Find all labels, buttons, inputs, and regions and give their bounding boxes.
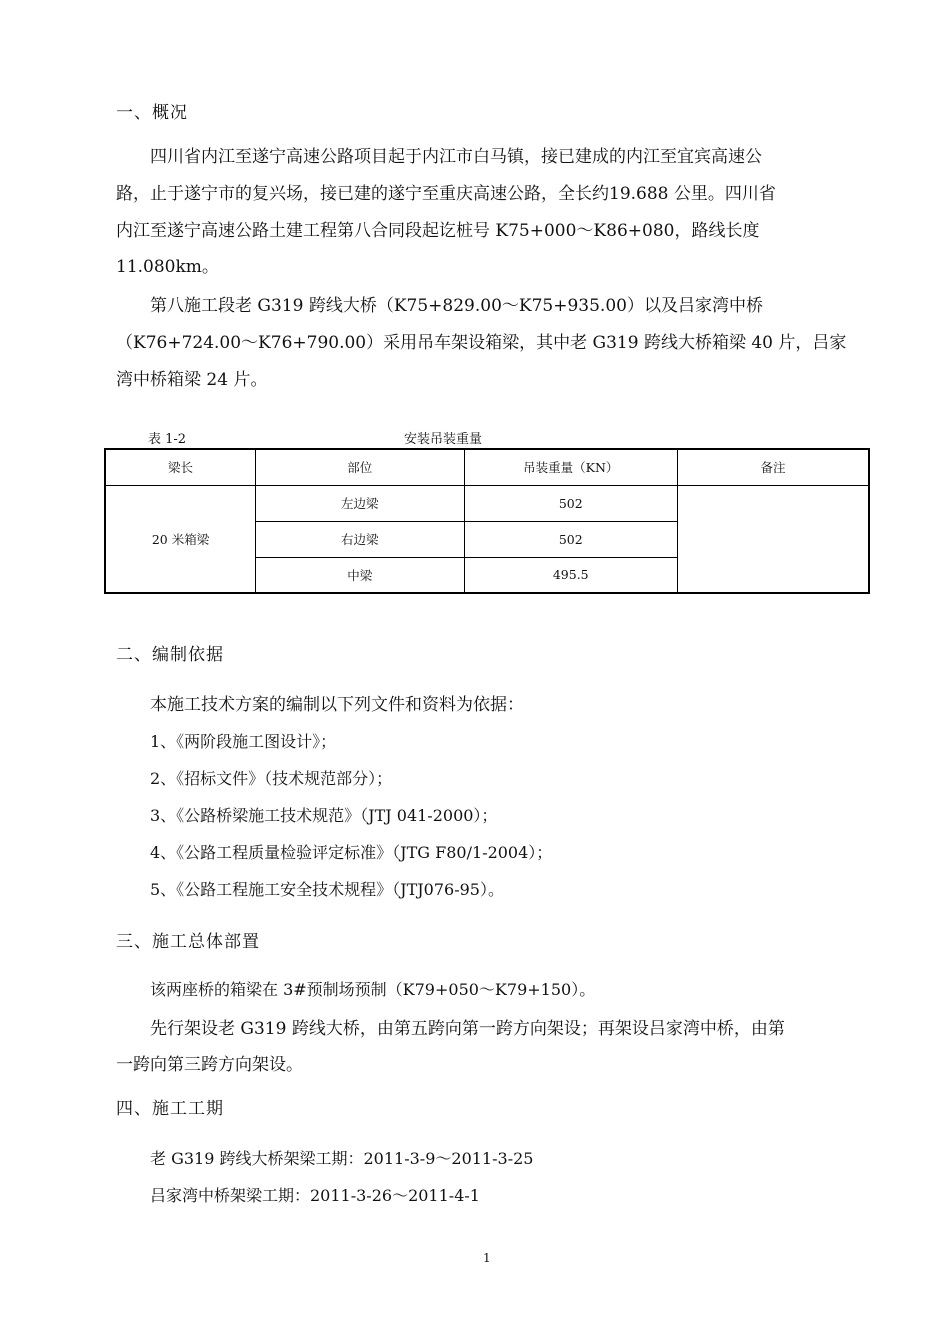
remark-cell [678, 485, 870, 593]
part-cell: 左边梁 [256, 485, 464, 521]
text-line: 四川省内江至遂宁高速公路项目起于内江市白马镇，接已建成的内江至宜宾高速公 [150, 147, 762, 167]
section3-para2-line1: 先行架设老 G319 跨线大桥，由第五跨向第一跨方向架设；再架设吕家湾中桥，由第 [150, 1019, 785, 1039]
list-item: 1、《两阶段施工图设计》； [150, 732, 337, 751]
table-header-row [105, 449, 869, 485]
section4-heading: 四、施工工期 [116, 1099, 224, 1119]
part-cell: 中梁 [256, 557, 464, 593]
section1-para2-line2: （K76+724.00～K76+790.00）采用吊车架设箱梁，其中老 G319 跨线大桥箱梁 40 片，吕家 [116, 333, 847, 353]
list-item: 2、《招标文件》（技术规范部分）； [150, 769, 393, 788]
section3-para1: 该两座桥的箱梁在 3#预制场预制（K79+050～K79+150）。 [150, 980, 596, 999]
schedule-line-1: 老 G319 跨线大桥架梁工期：2011-3-9～2011-3-25 [150, 1149, 534, 1168]
section1-heading: 一、概况 [116, 103, 188, 123]
section1-para1-line1 [150, 142, 858, 167]
list-item: 3、《公路桥梁施工技术规范》（JTJ 041-2000）； [150, 806, 498, 825]
header-remark: 备注 [678, 449, 870, 485]
table-title: 安装吊装重量 [404, 432, 483, 447]
header-beam-length: 梁长 [105, 449, 256, 485]
group-cell: 20 米箱梁 [105, 485, 256, 593]
header-weight: 吊装重量（KN） [464, 449, 678, 485]
weight-cell: 495.5 [464, 557, 678, 593]
table-label: 表 1-2 [148, 432, 187, 447]
section1-para2-line3: 湾中桥箱梁 24 片。 [116, 370, 268, 390]
page-number: 1 [483, 1251, 491, 1265]
section1-para2-line1: 第八施工段老 G319 跨线大桥（K75+829.00～K75+935.00）以及吕家湾中桥 [150, 296, 763, 316]
weight-cell: 502 [464, 485, 678, 521]
part-cell: 右边梁 [256, 521, 464, 557]
lifting-weight-table [104, 448, 870, 594]
section1-para1-line4: 11.080km。 [116, 257, 219, 277]
weight-cell: 502 [464, 521, 678, 557]
schedule-line-2: 吕家湾中桥架梁工期：2011-3-26～2011-4-1 [150, 1186, 480, 1205]
section1-para1-line2: 路，止于遂宁市的复兴场，接已建的遂宁至重庆高速公路，全长约19.688 公里。四川省 [116, 184, 776, 204]
header-position: 部位 [256, 449, 464, 485]
list-item: 5、《公路工程施工安全技术规程》（JTJ076-95）。 [150, 880, 504, 899]
section1-para1-line3: 内江至遂宁高速公路土建工程第八合同段起讫桩号 K75+000～K86+080，路线长度 [116, 221, 760, 241]
section3-heading: 三、施工总体部置 [116, 932, 260, 952]
section2-intro: 本施工技术方案的编制以下列文件和资料为依据： [150, 695, 524, 715]
list-item: 4、《公路工程质量检验评定标准》（JTG F80/1-2004）； [150, 843, 553, 862]
table-row [105, 485, 869, 521]
section3-para2-line2: 一跨向第三跨方向架设。 [116, 1055, 303, 1075]
section2-heading: 二、编制依据 [116, 645, 224, 665]
